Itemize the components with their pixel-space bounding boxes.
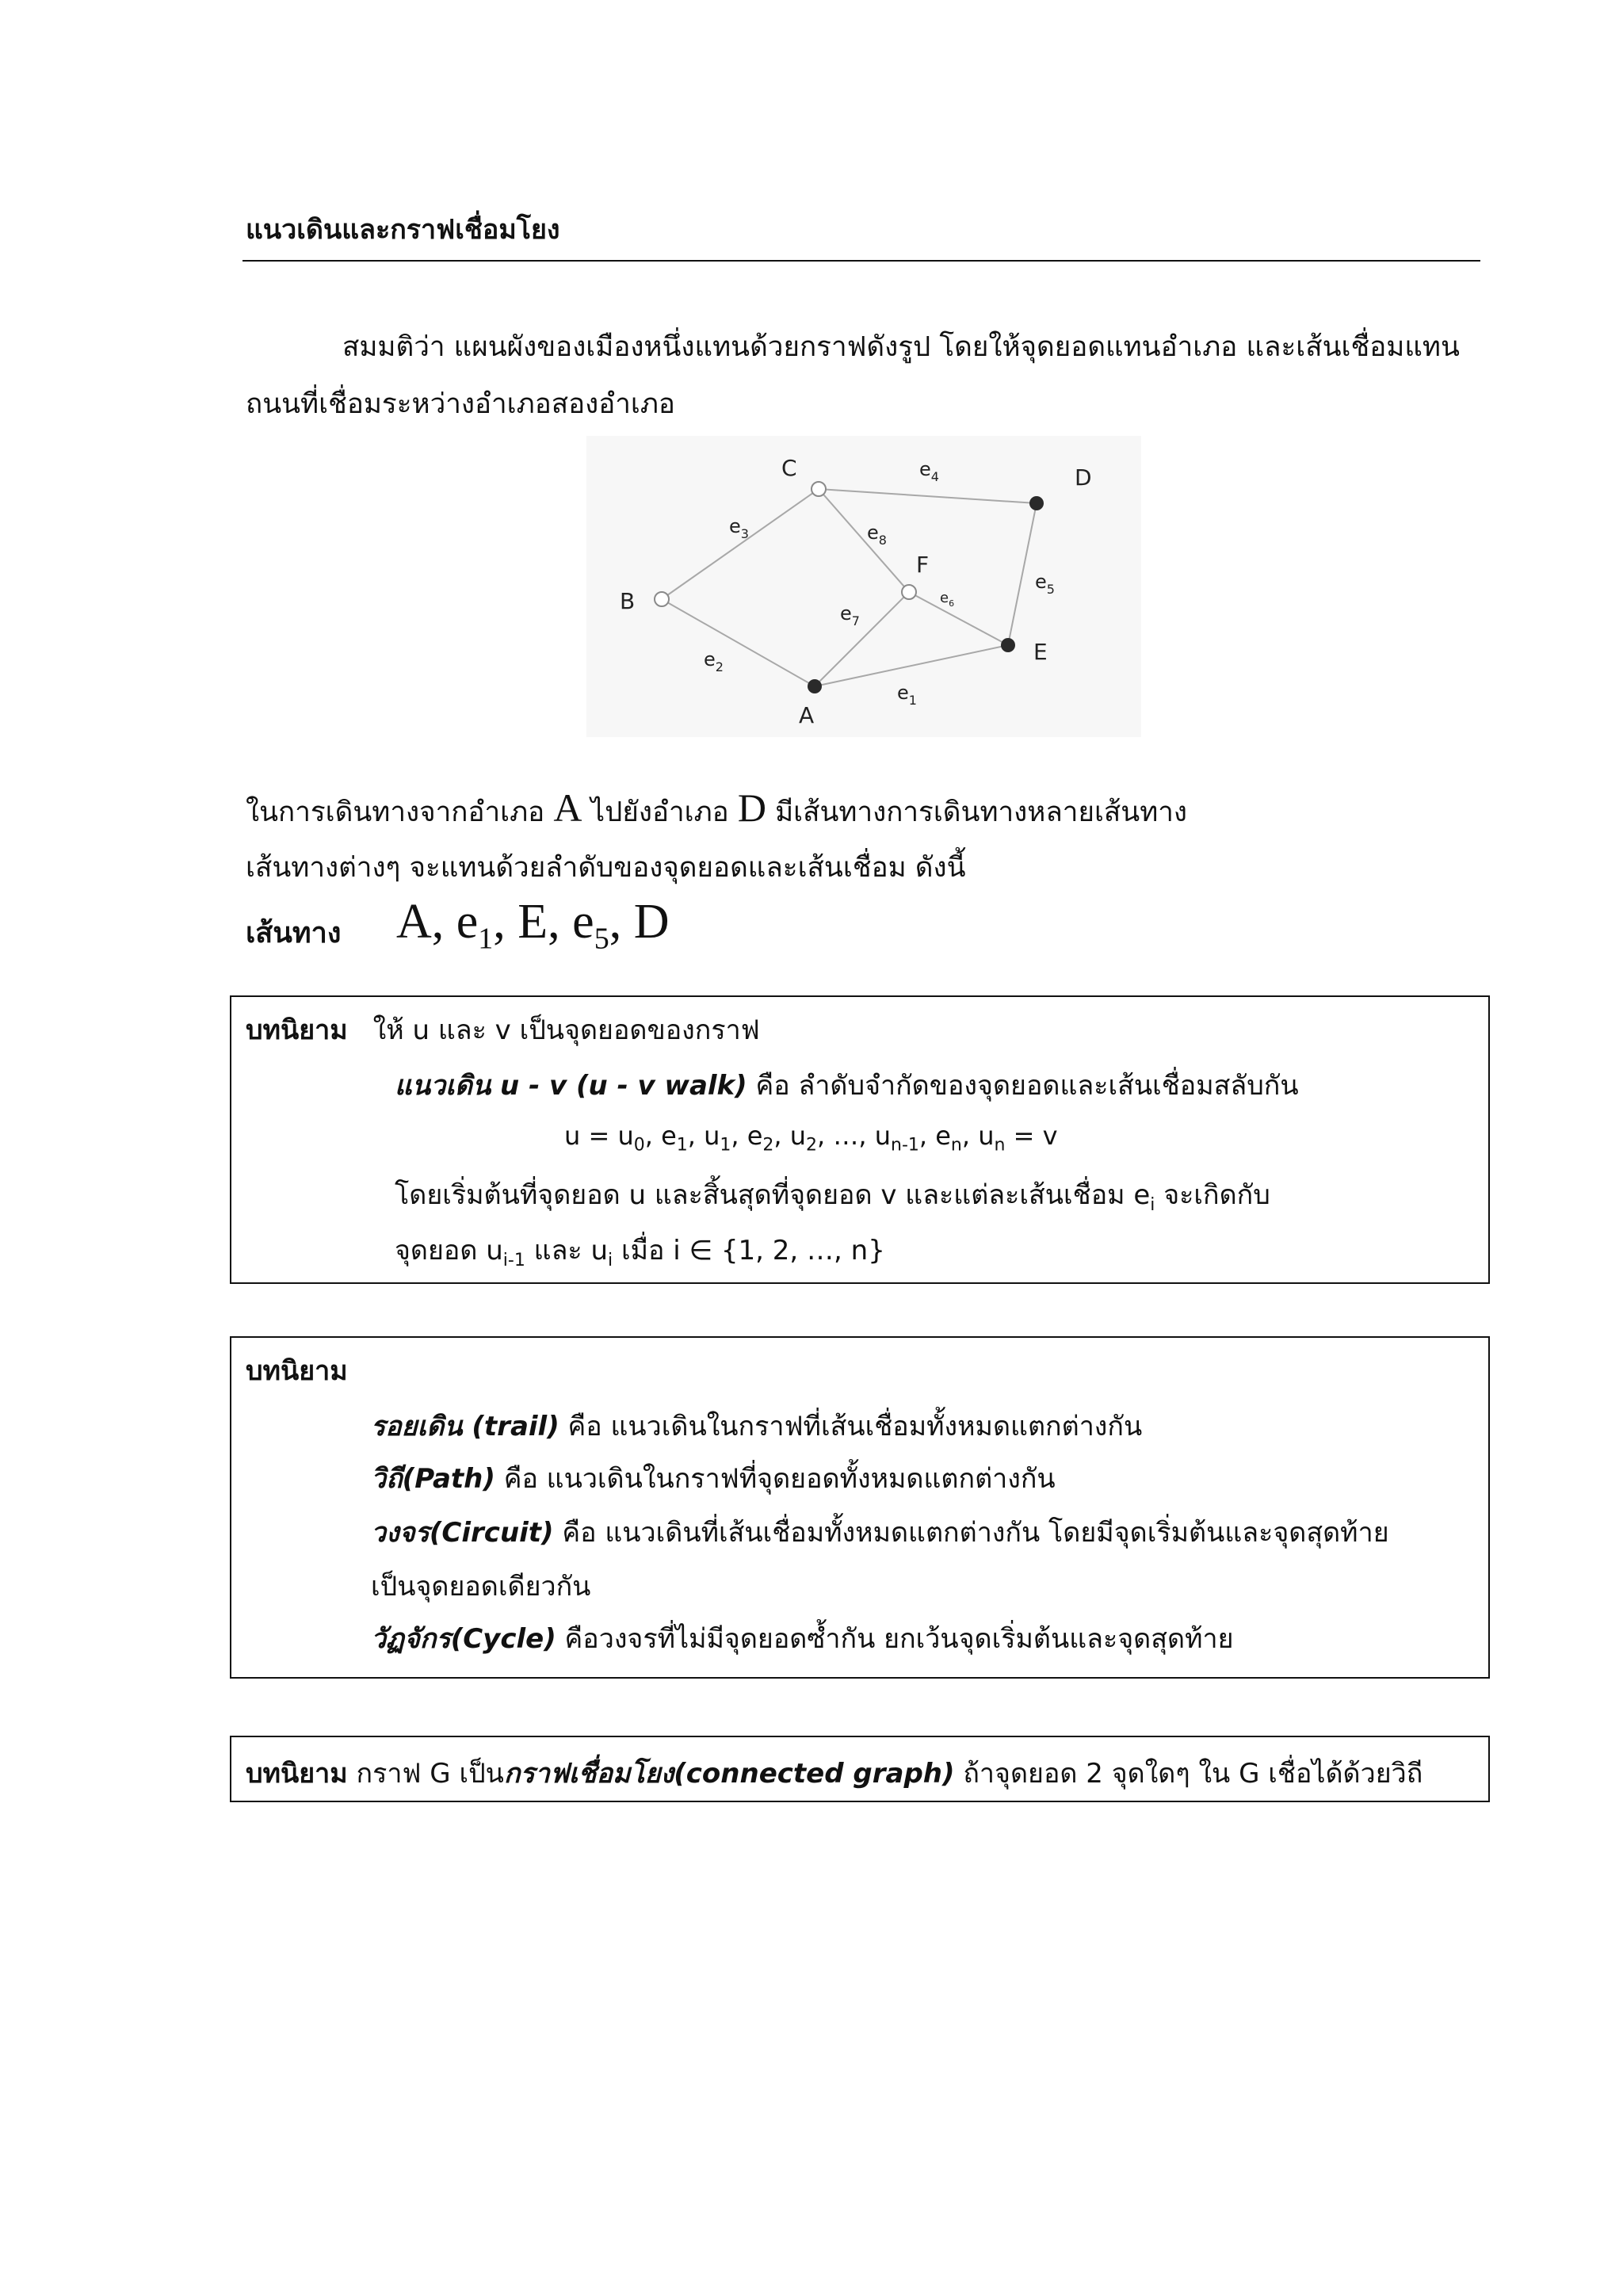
page-title: แนวเดินและกราฟเชื่อมโยง: [246, 214, 560, 246]
definition-heading: บทนิยาม: [246, 1355, 348, 1387]
edge-label-e3: $e_3$: [729, 515, 749, 541]
seq-sub: 1: [676, 1135, 688, 1156]
def2-circuit-line: [371, 1511, 1389, 1553]
def1-text: โดยเริ่มต้นที่จุดยอด u และสิ้นสุดที่จุดยอด v และแต่ละเส้นเชื่อม e: [395, 1179, 1151, 1211]
trail-term: รอยเดิน (trail): [371, 1411, 559, 1442]
path-label: เส้นทาง: [246, 916, 342, 949]
def1-text: เมื่อ i ∈ {1, 2, …, n}: [613, 1235, 885, 1266]
seq-part: , e: [644, 1121, 677, 1151]
path-seq-part: , E, e: [493, 895, 594, 949]
seq-sub: n: [950, 1135, 962, 1156]
def2-path-line: [371, 1457, 1056, 1499]
seq-sub: n-1: [891, 1135, 919, 1156]
vertex-label-d: D: [1075, 464, 1092, 491]
def1-text: และ u: [525, 1235, 609, 1266]
vertex-d: [1029, 496, 1044, 510]
seq-part: , e: [731, 1121, 763, 1151]
definition-heading: บทนิยาม: [246, 1014, 348, 1046]
seq-sub: 1: [720, 1135, 731, 1156]
path-subscript: 5: [594, 922, 609, 956]
figure-background: [586, 436, 1141, 737]
vertex-label-a: A: [799, 702, 815, 728]
circuit-desc: คือ แนวเดินที่เส้นเชื่อมทั้งหมดแตกต่างกัน โดยมีจุดเริ่มต้นและจุดสุดท้าย: [553, 1517, 1389, 1549]
seq-sub: i: [1150, 1194, 1155, 1215]
seq-sub: i: [608, 1250, 613, 1270]
path-seq-part: A, e: [396, 895, 479, 949]
def3-text: ถ้าจุดยอด 2 จุดใดๆ ใน G เชื่อได้ด้วยวิถี: [954, 1758, 1423, 1790]
seq-sub: 0: [633, 1135, 645, 1156]
vertex-c: [812, 482, 826, 496]
path-seq-part: , D: [609, 895, 670, 949]
seq-part: u = u: [564, 1121, 634, 1151]
vertex-label-c: C: [781, 455, 797, 481]
vertex-b: [655, 592, 669, 606]
def2-circuit-line-2: เป็นจุดยอดเดียวกัน: [371, 1571, 591, 1603]
graph-figure: [586, 436, 1141, 737]
definition-box-trail-path: [230, 1336, 1490, 1679]
connected-graph-term: กราฟเชื่อมโยง(connected graph): [503, 1758, 955, 1790]
vertex-e: [1001, 638, 1015, 652]
def1-text: จุดยอด u: [395, 1235, 503, 1266]
edge-label-e5: $e_5$: [1035, 571, 1055, 597]
seq-part: , …, u: [817, 1121, 891, 1151]
edge-label-e4: $e_4$: [919, 458, 939, 484]
start-vertex: A: [553, 785, 582, 830]
definition-box-walk: [230, 995, 1490, 1284]
seq-part: = v: [1005, 1121, 1058, 1151]
seq-part: , u: [961, 1121, 995, 1151]
def3-line: [246, 1752, 1423, 1794]
edge-label-e1: $e_1$: [897, 682, 917, 708]
definition-heading: บทนิยาม: [246, 1758, 348, 1790]
def1-line-1: [246, 1008, 760, 1051]
edge-label-e8: $e_8$: [867, 521, 887, 548]
vertex-label-b: B: [620, 588, 636, 614]
vertex-label-f: F: [916, 552, 930, 578]
seq-sub: 2: [762, 1135, 774, 1156]
walk-text-part-1: ในการเดินทางจากอำเภอ: [246, 797, 554, 828]
seq-part: , e: [918, 1121, 951, 1151]
seq-sub: 2: [806, 1135, 818, 1156]
path-desc: คือ แนวเดินในกราฟที่จุดยอดทั้งหมดแตกต่างกัน: [495, 1463, 1056, 1495]
walk-term: แนวเดิน u - v (u - v walk): [395, 1070, 747, 1102]
def2-trail-line: [371, 1404, 1142, 1447]
def1-walk-sequence: [564, 1121, 1058, 1155]
intro-line-1: สมมติว่า แผนผังของเมืองหนึ่งแทนด้วยกราฟดังรูป โดยให้จุดยอดแทนอำเภอ และเส้นเชื่อมแทน: [342, 331, 1460, 363]
vertex-a: [808, 679, 822, 693]
end-vertex: D: [737, 785, 766, 830]
seq-sub: i-1: [502, 1250, 525, 1270]
seq-part: , u: [687, 1121, 720, 1151]
seq-part: , u: [773, 1121, 807, 1151]
def1-line-2: [395, 1064, 1299, 1106]
walk-description-line-1: [246, 785, 1187, 834]
vertex-f: [902, 585, 916, 599]
def1-line-5: [395, 1228, 885, 1271]
cycle-term: วัฏจักร(Cycle): [371, 1623, 556, 1655]
seq-sub: n: [994, 1135, 1006, 1156]
definition-box-connected-graph: [230, 1736, 1490, 1802]
edge-label-e2: $e_2$: [704, 648, 724, 674]
cycle-desc: คือวงจรที่ไม่มีจุดยอดซ้ำกัน ยกเว้นจุดเริ่มต้นและจุดสุดท้าย: [556, 1623, 1234, 1655]
intro-line-2: ถนนที่เชื่อมระหว่างอำเภอสองอำเภอ: [246, 388, 675, 420]
edge-label-e7: $e_7$: [840, 602, 860, 628]
path-term: วิถี(Path): [371, 1463, 495, 1495]
path-subscript: 1: [478, 922, 494, 956]
def3-text: กราฟ G เป็น: [347, 1758, 504, 1790]
walk-text-part-3: มีเส้นทางการเดินทางหลายเส้นทาง: [766, 797, 1188, 828]
def1-text: ให้ u และ v เป็นจุดยอดของกราฟ: [372, 1014, 760, 1046]
walk-term-desc: คือ ลำดับจำกัดของจุดยอดและเส้นเชื่อมสลับกัน: [747, 1070, 1299, 1102]
circuit-term: วงจร(Circuit): [371, 1517, 554, 1549]
def1-text: จะเกิดกับ: [1155, 1179, 1270, 1211]
title-underline: [242, 260, 1480, 262]
edge-label-e6: $e_6$: [940, 590, 955, 609]
trail-desc: คือ แนวเดินในกราฟที่เส้นเชื่อมทั้งหมดแตกต่างกัน: [559, 1411, 1143, 1442]
walk-text-part-2: ไปยังอำเภอ: [582, 797, 738, 828]
vertex-label-e: E: [1033, 639, 1048, 665]
def2-cycle-line: [371, 1617, 1234, 1660]
graph-svg: [586, 436, 1141, 737]
walk-description-line-2: เส้นทางต่างๆ จะแทนด้วยลำดับของจุดยอดและเส้นเชื่อม ดังนี้: [246, 852, 966, 884]
path-sequence: [396, 894, 669, 956]
def1-line-4: [395, 1173, 1270, 1216]
